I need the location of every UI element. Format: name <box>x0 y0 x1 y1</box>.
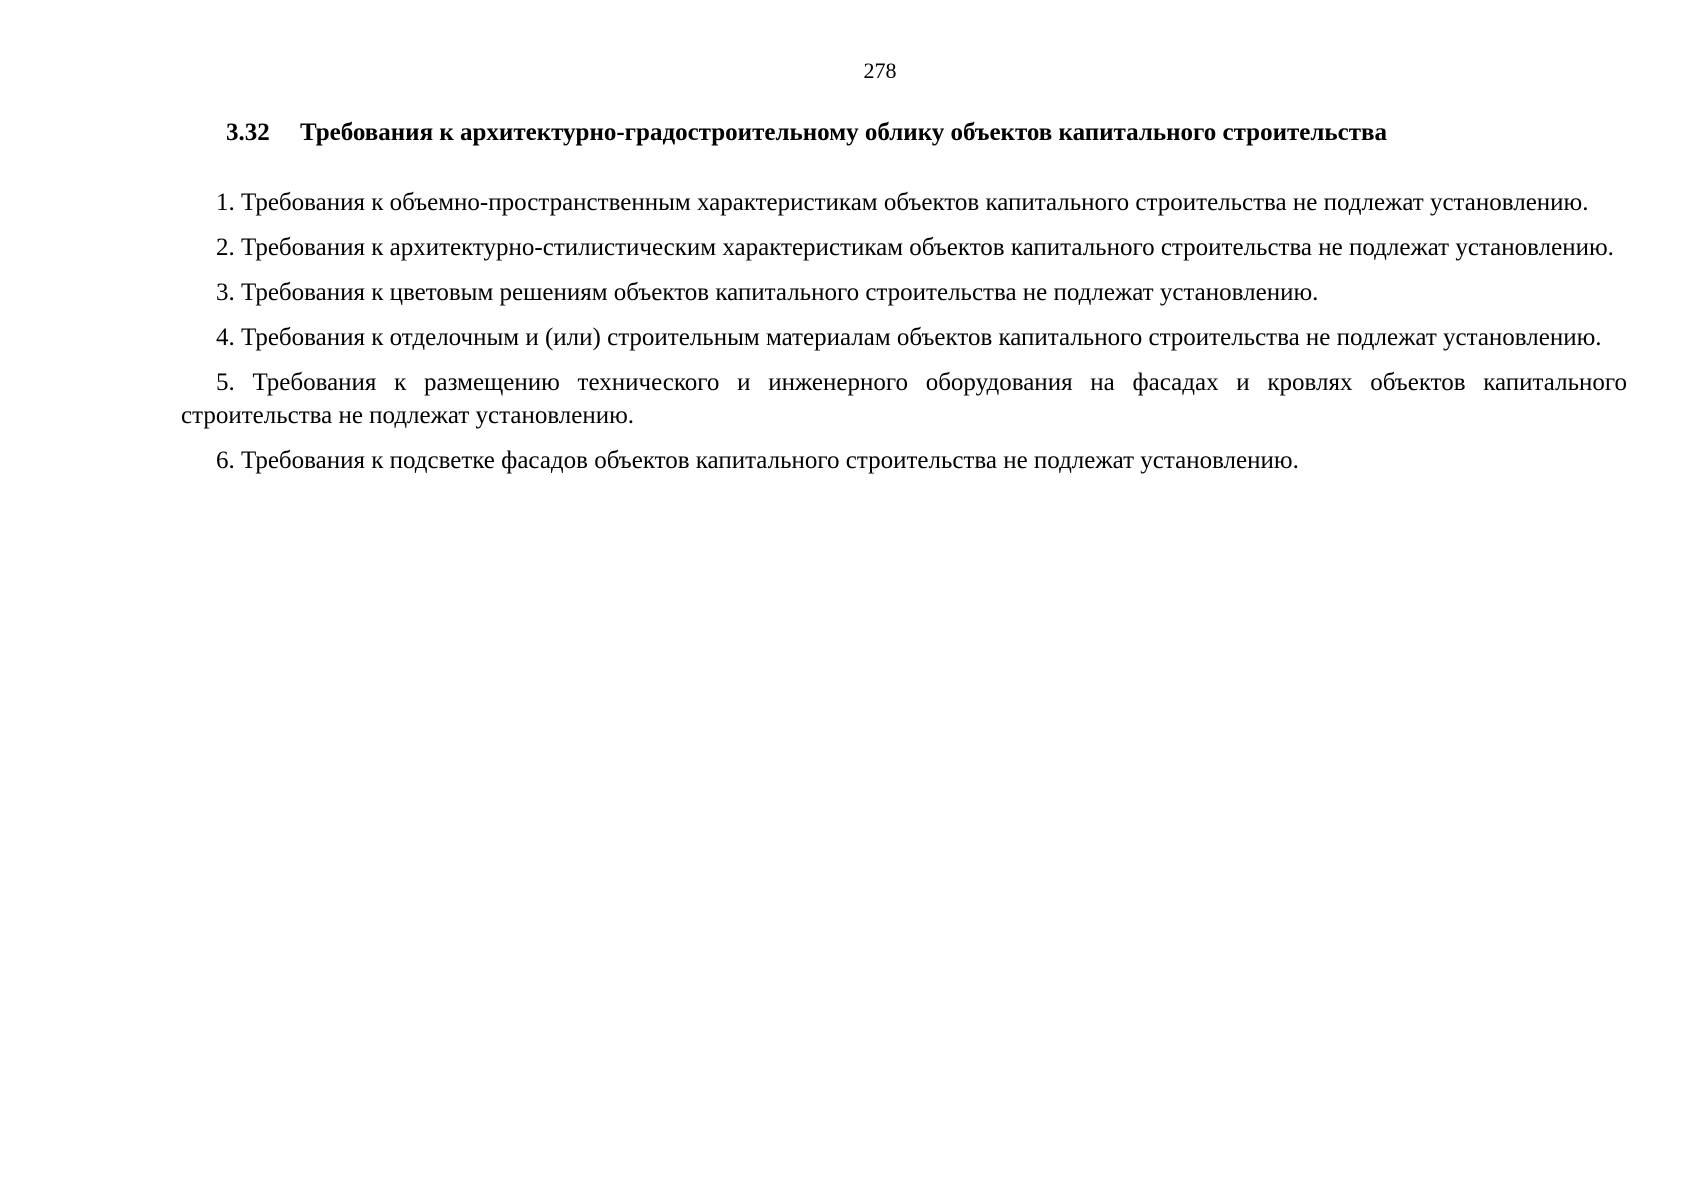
requirement-paragraph-6: 6. Требования к подсветке фасадов объектов капитального строительства не подлежат установлению. <box>216 447 1299 474</box>
requirement-paragraph-1: 1. Требования к объемно-пространственным характеристикам объектов капитального строительства не подлежат установлению. <box>216 189 1589 216</box>
page-number: 278 <box>863 58 897 83</box>
section-title: Требования к архитектурно-градостроительному облику объектов капитального строительства <box>300 119 1387 146</box>
section-body <box>181 186 1627 489</box>
requirement-paragraph-4: 4. Требования к отделочным и (или) строительным материалам объектов капитального строительства не подлежат установлению. <box>216 324 1602 351</box>
section-heading <box>226 118 1387 148</box>
requirement-paragraph-3: 3. Требования к цветовым решениям объектов капитального строительства не подлежат установлению. <box>216 279 1319 306</box>
section-number: 3.32 <box>226 119 270 146</box>
requirement-paragraph-2: 2. Требования к архитектурно-стилистическим характеристикам объектов капитального строительства не подлежат установлению. <box>216 234 1614 261</box>
requirement-paragraph-5: 5. Требования к размещению технического и инженерного оборудования на фасадах и кровлях объектов капитального строительства не подлежат установлению. <box>181 369 1627 429</box>
